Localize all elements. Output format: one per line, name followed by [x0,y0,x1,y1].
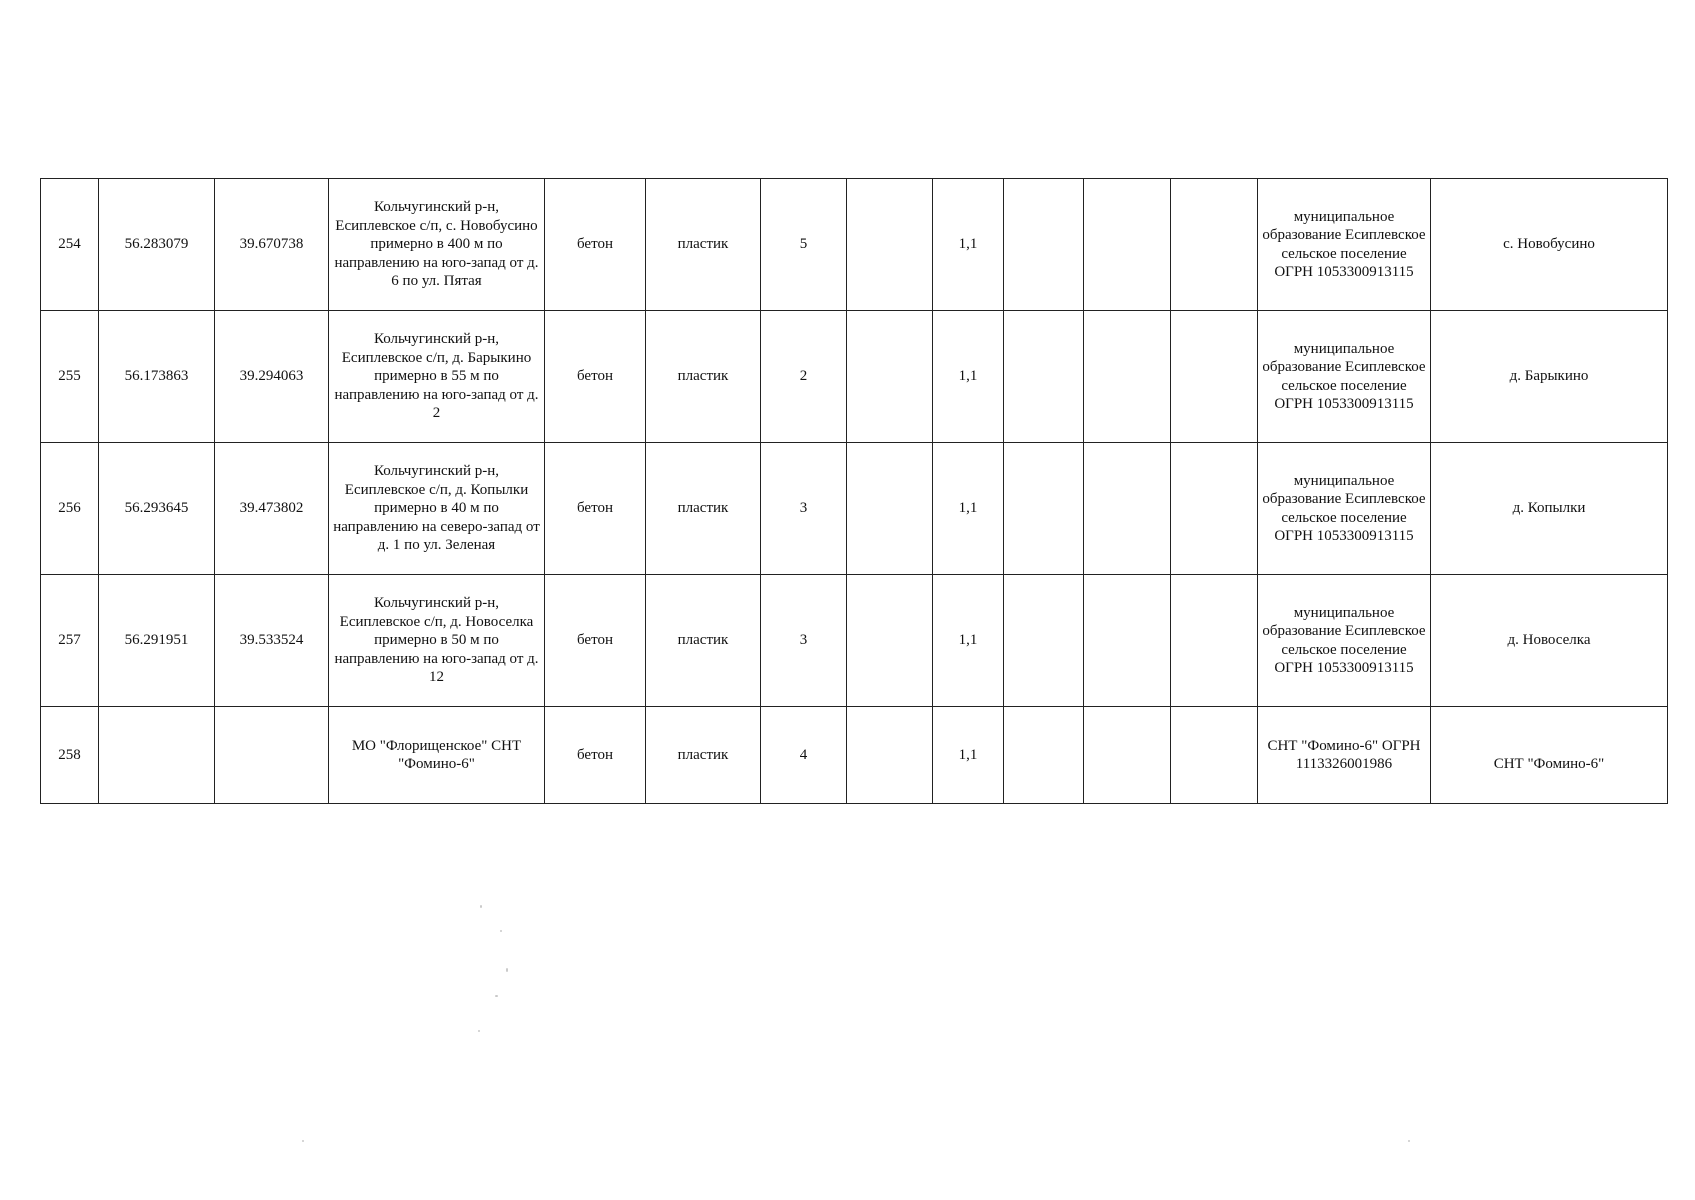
address-cell: Кольчугинский р-н, Есиплевское с/п, д. Барыкино примерно в 55 м по направлению на юго-запад от д. 2 [329,311,545,443]
container-material-cell: пластик [646,179,761,311]
empty-cell [847,179,933,311]
row-number: 254 [41,179,99,311]
settlement-cell: СНТ "Фомино-6" [1431,707,1668,804]
owner-text: СНТ "Фомино-6" ОГРН 1113326001986 [1267,737,1421,772]
container-material-cell: пластик [646,311,761,443]
empty-cell [1084,707,1171,804]
container-volume-cell: 1,1 [933,179,1004,311]
owner-text: муниципальное образование Есиплевское сельское поселение ОГРН 1053300913115 [1262,208,1426,280]
container-material-cell: пластик [646,575,761,707]
latitude-cell: 56.173863 [99,311,215,443]
owner-text: муниципальное образование Есиплевское сельское поселение ОГРН 1053300913115 [1262,604,1426,676]
address-cell: Кольчугинский р-н, Есиплевское с/п, д. Новоселка примерно в 50 м по направлению на юго-запад от д. 12 [329,575,545,707]
scan-artifact [480,905,482,908]
longitude-cell: 39.670738 [215,179,329,311]
scan-artifact [1408,1140,1410,1142]
empty-cell [847,311,933,443]
settlement-cell: д. Барыкино [1431,311,1668,443]
settlement-cell: с. Новобусино [1431,179,1668,311]
scan-artifact [302,1140,304,1142]
container-count-cell: 2 [761,311,847,443]
table-row [41,575,1668,707]
empty-cell [1004,311,1084,443]
scan-artifact [500,930,502,932]
empty-cell [1004,575,1084,707]
empty-cell [1004,443,1084,575]
settlement-cell: д. Копылки [1431,443,1668,575]
container-count-cell: 3 [761,443,847,575]
address-cell: Кольчугинский р-н, Есиплевское с/п, с. Новобусино примерно в 400 м по направлению на юго-запад от д. 6 по ул. Пятая [329,179,545,311]
container-volume-cell: 1,1 [933,575,1004,707]
owner-cell [1258,311,1431,443]
empty-cell [1171,179,1258,311]
container-material-cell: пластик [646,443,761,575]
table-row [41,443,1668,575]
latitude-cell: 56.291951 [99,575,215,707]
container-count-cell: 3 [761,575,847,707]
container-count-cell: 5 [761,179,847,311]
latitude-cell: 56.293645 [99,443,215,575]
surface-cell: бетон [545,575,646,707]
empty-cell [1004,707,1084,804]
row-number: 256 [41,443,99,575]
container-count-cell: 4 [761,707,847,804]
longitude-cell: 39.533524 [215,575,329,707]
empty-cell [847,575,933,707]
longitude-cell: 39.473802 [215,443,329,575]
address-cell: МО "Флорищенское" СНТ "Фомино-6" [329,707,545,804]
surface-cell: бетон [545,707,646,804]
empty-cell [1171,311,1258,443]
empty-cell [1084,311,1171,443]
table-row [41,707,1668,804]
empty-cell [1084,443,1171,575]
owner-cell [1258,179,1431,311]
empty-cell [1171,575,1258,707]
surface-cell: бетон [545,443,646,575]
longitude-cell [215,707,329,804]
owner-cell [1258,443,1431,575]
owner-cell [1258,707,1431,804]
scan-artifact [495,995,498,997]
empty-cell [1171,443,1258,575]
address-cell: Кольчугинский р-н, Есиплевское с/п, д. Копылки примерно в 40 м по направлению на северо-запад от д. 1 по ул. Зеленая [329,443,545,575]
empty-cell [847,707,933,804]
row-number: 255 [41,311,99,443]
empty-cell [1084,575,1171,707]
settlement-cell: д. Новоселка [1431,575,1668,707]
container-volume-cell: 1,1 [933,707,1004,804]
owner-cell [1258,575,1431,707]
latitude-cell [99,707,215,804]
empty-cell [847,443,933,575]
table-row [41,179,1668,311]
scan-artifact [478,1030,480,1032]
latitude-cell: 56.283079 [99,179,215,311]
waste-site-registry-table [40,178,1668,804]
empty-cell [1004,179,1084,311]
container-material-cell: пластик [646,707,761,804]
owner-text: муниципальное образование Есиплевское сельское поселение ОГРН 1053300913115 [1262,340,1426,412]
longitude-cell: 39.294063 [215,311,329,443]
container-volume-cell: 1,1 [933,443,1004,575]
container-volume-cell: 1,1 [933,311,1004,443]
owner-text: муниципальное образование Есиплевское сельское поселение ОГРН 1053300913115 [1262,472,1426,544]
row-number: 257 [41,575,99,707]
scan-artifact [506,968,508,972]
surface-cell: бетон [545,311,646,443]
row-number: 258 [41,707,99,804]
empty-cell [1171,707,1258,804]
surface-cell: бетон [545,179,646,311]
empty-cell [1084,179,1171,311]
table-row [41,311,1668,443]
